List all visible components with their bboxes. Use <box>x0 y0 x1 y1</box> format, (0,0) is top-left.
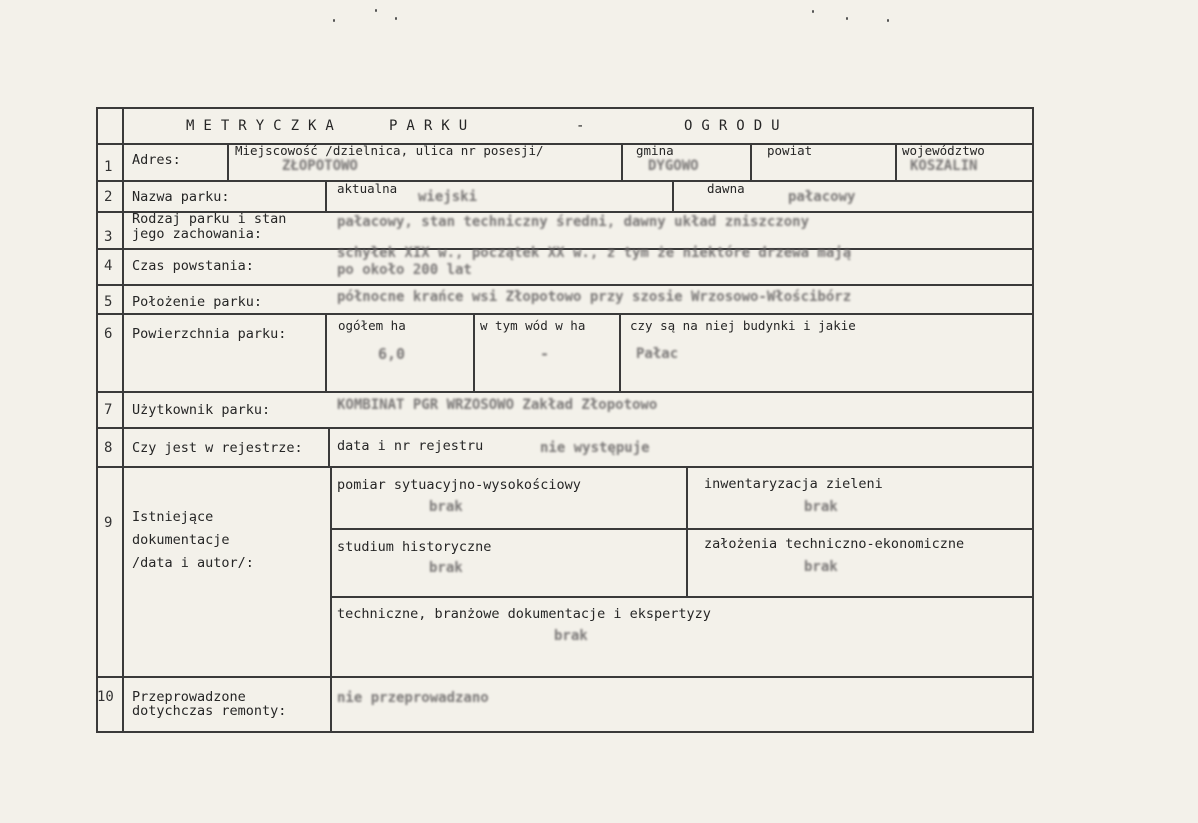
tech-econ-label: założenia techniczno-ekonomiczne <box>704 536 965 552</box>
register-value: nie występuje <box>540 440 650 456</box>
park-user-label: Użytkownik parku: <box>132 402 271 418</box>
greenery-value: brak <box>804 499 838 515</box>
commune-label: gmina <box>636 143 674 158</box>
voivodeship-label: województwo <box>902 143 985 158</box>
table-rule <box>686 466 688 598</box>
row-number: 8 <box>104 440 113 456</box>
renovations-value: nie przeprowadzano <box>337 690 489 706</box>
table-rule <box>750 143 752 181</box>
table-rule <box>330 596 1034 598</box>
row-number: 1 <box>104 159 113 175</box>
park-name-label: Nazwa parku: <box>132 189 230 205</box>
locality-label: Miejscowość /dzielnica, ulica nr posesji/ <box>235 143 544 158</box>
register-label: Czy jest w rejestrze: <box>132 440 303 456</box>
register-date-label: data i nr rejestru <box>337 438 484 454</box>
table-border-right <box>1032 107 1034 733</box>
paper-speck <box>846 17 848 20</box>
table-rule <box>621 143 623 181</box>
table-rule <box>96 427 1034 429</box>
table-rule <box>330 466 332 678</box>
title-dash: - <box>576 118 594 134</box>
park-type-label-line1: Rodzaj parku i stan <box>132 211 287 227</box>
current-name-value: wiejski <box>418 189 478 205</box>
documentation-label-line2: dokumentacje <box>132 532 230 548</box>
survey-value: brak <box>429 499 463 515</box>
paper-speck <box>395 17 397 20</box>
table-rule <box>96 676 1034 678</box>
historical-study-value: brak <box>429 560 463 576</box>
total-area-value: 6,0 <box>378 345 406 363</box>
table-rule <box>895 143 897 181</box>
title-ogrodu: OGRODU <box>684 118 789 134</box>
park-type-label-line2: jego zachowania: <box>132 226 263 242</box>
buildings-value: Pałac <box>636 346 679 362</box>
paper-speck <box>812 10 814 13</box>
title-parku: PARKU <box>389 118 477 134</box>
row-number: 9 <box>104 515 113 531</box>
historical-study-label: studium historyczne <box>337 539 492 555</box>
water-area-label: w tym wód w ha <box>480 318 586 333</box>
park-user-value: KOMBINAT PGR WRZOSOWO Zakład Złopotowo <box>337 397 658 413</box>
former-name-label: dawna <box>707 181 745 196</box>
row-number: 10 <box>97 689 114 705</box>
number-column-rule <box>122 107 124 733</box>
current-name-label: aktualna <box>337 181 398 196</box>
row-number: 5 <box>104 294 113 310</box>
table-rule <box>325 313 327 393</box>
documentation-label-line3: /data i autor/: <box>132 555 254 571</box>
table-border-bottom <box>96 731 1034 733</box>
table-border-left <box>96 107 98 733</box>
paper-speck <box>375 9 377 12</box>
table-rule <box>328 427 330 468</box>
survey-label: pomiar sytuacyjno-wysokościowy <box>337 477 581 493</box>
founding-value-line2: po około 200 lat <box>337 262 472 278</box>
table-rule <box>619 313 621 393</box>
row-number: 6 <box>104 326 113 342</box>
table-rule <box>96 180 1034 182</box>
table-rule <box>330 676 332 733</box>
locality-value: ZŁOPOTOWO <box>282 158 358 174</box>
paper-speck <box>333 19 335 22</box>
table-rule <box>96 284 1034 286</box>
table-rule <box>227 143 229 181</box>
former-name-value: pałacowy <box>788 189 856 205</box>
table-rule <box>96 466 1034 468</box>
table-rule <box>330 528 1034 530</box>
location-label: Położenie parku: <box>132 294 263 310</box>
park-type-value: pałacowy, stan techniczny średni, dawny układ zniszczony <box>337 214 810 230</box>
address-label: Adres: <box>132 152 181 168</box>
county-label: powiat <box>767 143 813 158</box>
founding-value-line1: schyłek XIX w., początek XX w., z tym że niektóre drzewa mają <box>337 245 852 261</box>
technical-docs-value: brak <box>554 628 588 644</box>
row-number: 2 <box>104 189 113 205</box>
commune-value: DYGOWO <box>648 158 699 174</box>
table-rule <box>96 391 1034 393</box>
table-rule <box>325 180 327 213</box>
renovations-label-line2: dotychczas remonty: <box>132 703 287 719</box>
row-number: 7 <box>104 402 113 418</box>
tech-econ-value: brak <box>804 559 838 575</box>
row-number: 3 <box>104 229 113 245</box>
area-label: Powierzchnia parku: <box>132 326 287 342</box>
voivodeship-value: KOSZALIN <box>910 158 978 174</box>
documentation-label-line1: Istniejące <box>132 509 214 525</box>
buildings-label: czy są na niej budynki i jakie <box>630 318 856 333</box>
table-rule <box>473 313 475 393</box>
renovations-label-line1: Przeprowadzone <box>132 689 246 705</box>
row-number: 4 <box>104 258 113 274</box>
founding-label: Czas powstania: <box>132 258 254 274</box>
table-rule <box>96 313 1034 315</box>
location-value: północne krańce wsi Złopotowo przy szosie Wrzosowo-Włościbórz <box>337 289 852 305</box>
table-rule <box>672 180 674 213</box>
technical-docs-label: techniczne, branżowe dokumentacje i ekspertyzy <box>337 606 711 622</box>
table-border-top <box>96 107 1034 109</box>
title-metryczka: METRYCZKA <box>186 118 343 134</box>
water-area-value: - <box>540 345 550 363</box>
paper-speck <box>887 19 889 22</box>
greenery-label: inwentaryzacja zieleni <box>704 476 883 492</box>
total-area-label: ogółem ha <box>338 318 406 333</box>
